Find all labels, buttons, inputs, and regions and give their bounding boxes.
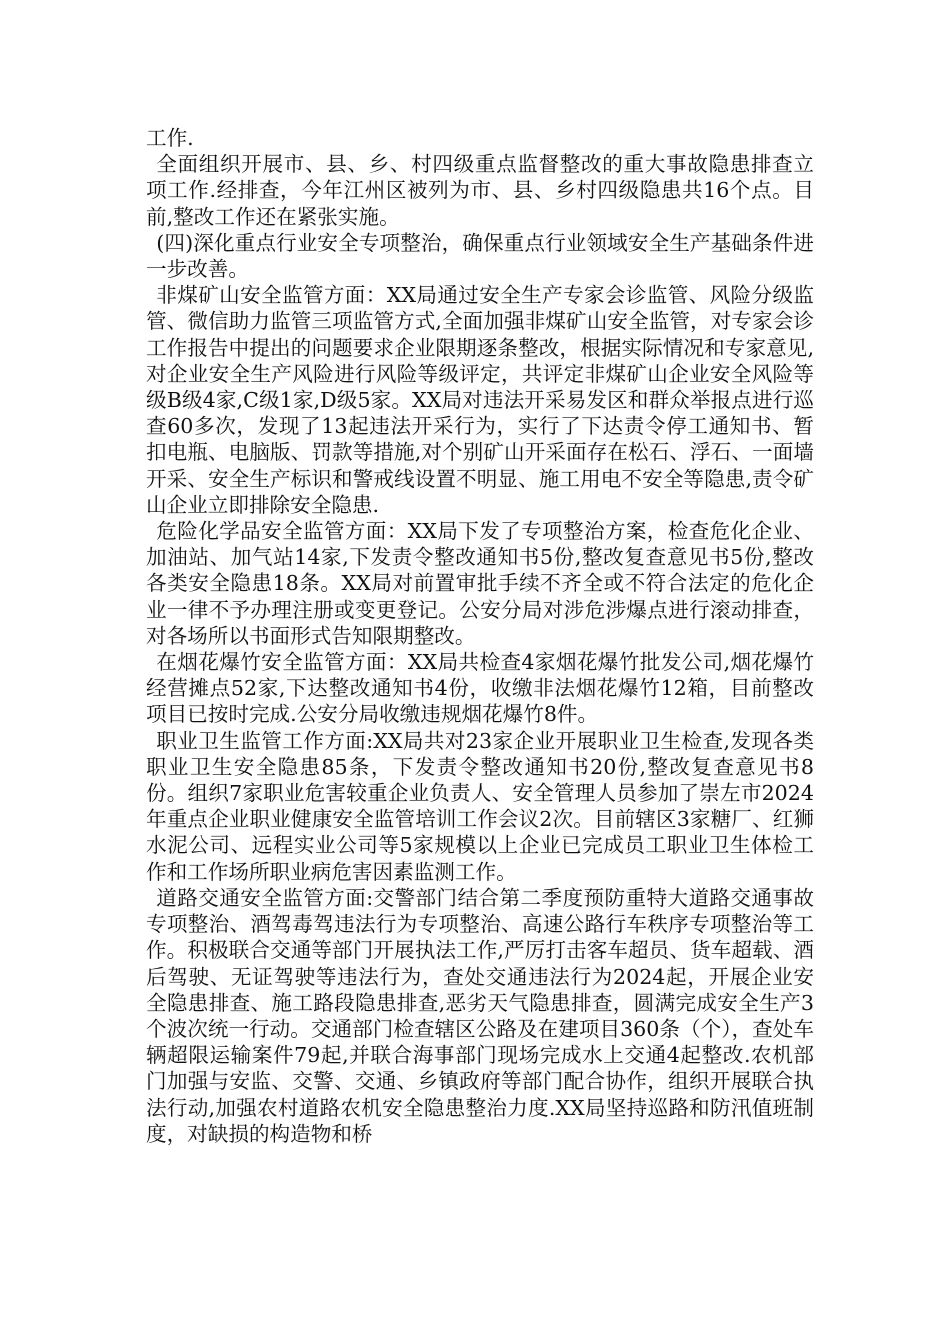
document-page [146, 125, 814, 1147]
paragraph-hazard-investigation: 全面组织开展市、县、乡、村四级重点监督整改的重大事故隐患排查立项工作.经排查，今年江州区被列为市、县、乡村四级隐患共16个点。目前,整改工作还在紧张实施。 [146, 152, 814, 229]
paragraph-road-traffic: 道路交通安全监管方面:交警部门结合第二季度预防重特大道路交通事故专项整治、酒驾毒驾违法行为专项整治、高速公路行车秩序专项整治等工作。积极联合交通等部门开展执法工作,严厉打击客车超员、货车超载、酒后驾驶、无证驾驶等违法行为，查处交通违法行为2024起，开展企业安全隐患排查、施工路段隐患排查,恶劣天气隐患排查，圆满完成安全生产3个波次统一行动。交通部门检查辖区公路及在建项目360条（个），查处车辆超限运输案件79起,并联合海事部门现场完成水上交通4起整改.农机部门加强与安监、交警、交通、乡镇政府等部门配合协作，组织开展联合执法行动,加强农村道路农机安全隐患整治力度.XX局坚持巡路和防汛值班制度，对缺损的构造物和桥 [146, 885, 814, 1146]
paragraph-hazardous-chemicals: 危险化学品安全监管方面：XX局下发了专项整治方案，检查危化企业、加油站、加气站14家,下发责令整改通知书5份,整改复查意见书5份,整改各类安全隐患18条。XX局对前置审批手续不齐全或不符合法定的危化企业一律不予办理注册或变更登记。公安分局对涉危涉爆点进行滚动排查，对各场所以书面形式告知限期整改。 [146, 519, 814, 648]
paragraph-section-heading-4: (四)深化重点行业安全专项整治，确保重点行业领域安全生产基础条件进一步改善。 [146, 230, 814, 282]
paragraph-non-coal-mine: 非煤矿山安全监管方面：XX局通过安全生产专家会诊监管、风险分级监管、微信助力监管三项监管方式,全面加强非煤矿山安全监管，对专家会诊工作报告中提出的问题要求企业限期逐条整改，根据实际情况和专家意见,对企业安全生产风险进行风险等级评定，共评定非煤矿山企业安全风险等级B级4家,C级1家,D级5家。XX局对违法开采易发区和群众举报点进行巡查60多次，发现了13起违法开采行为，实行了下达责令停工通知书、暂扣电瓶、电脑版、罚款等措施,对个别矿山开采面存在松石、浮石、一面墙开采、安全生产标识和警戒线设置不明显、施工用电不安全等隐患,责令矿山企业立即排除安全隐患. [146, 283, 814, 517]
paragraph-continuation: 工作. [146, 126, 194, 150]
paragraph-occupational-health: 职业卫生监管工作方面:XX局共对23家企业开展职业卫生检查,发现各类职业卫生安全隐患85条，下发责令整改通知书20份,整改复查意见书8份。组织7家职业危害较重企业负责人、安全管理人员参加了崇左市2024年重点企业职业健康安全监管培训工作会议2次。目前辖区3家糖厂、红狮水泥公司、远程实业公司等5家规模以上企业已完成员工职业卫生体检工作和工作场所职业病危害因素监测工作。 [146, 728, 814, 884]
paragraph-fireworks: 在烟花爆竹安全监管方面：XX局共检查4家烟花爆竹批发公司,烟花爆竹经营摊点52家,下达整改通知书4份，收缴非法烟花爆竹12箱，目前整改项目已按时完成.公安分局收缴违规烟花爆竹8件。 [146, 650, 814, 727]
